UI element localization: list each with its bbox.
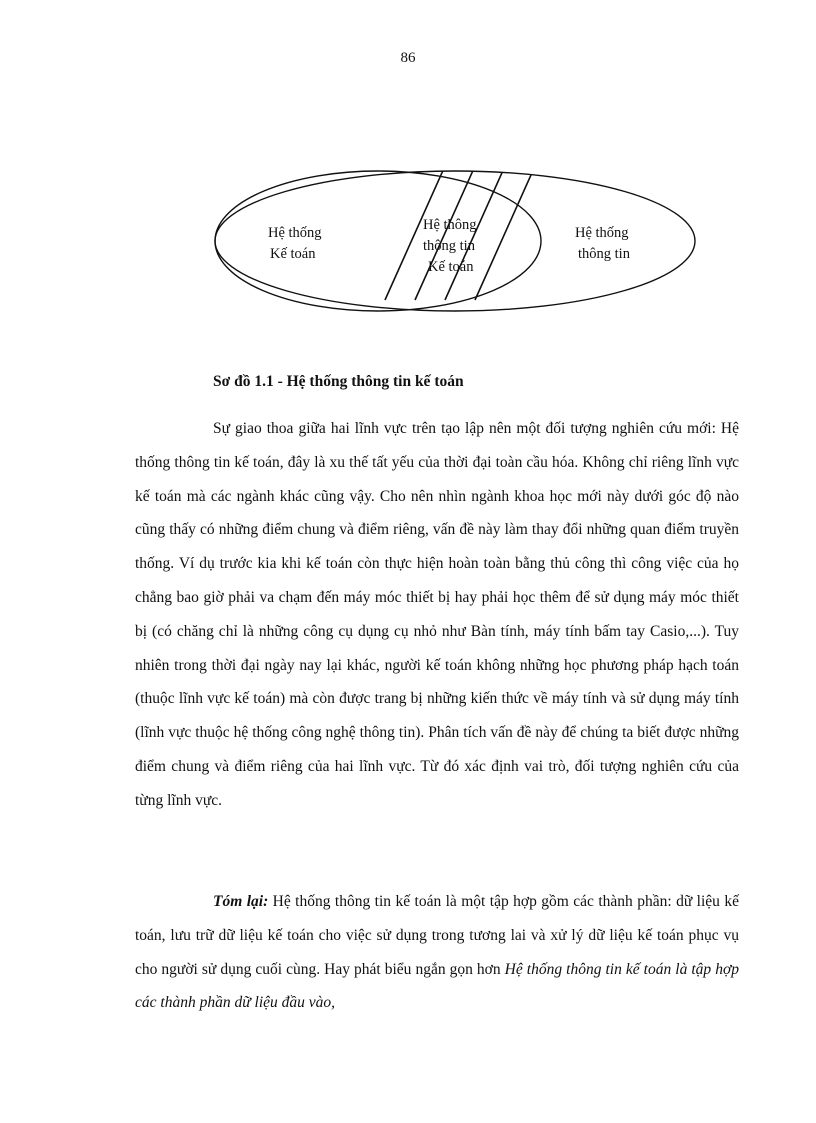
intersection-line-2: thông tin: [423, 238, 475, 254]
diagram-caption: Sơ đồ 1.1 - Hệ thống thông tin kế toán: [213, 373, 464, 390]
summary-text: Hệ thống thông tin kế toán là một tập hợp gồm các thành phần: dữ liệu kế toán, lưu trữ dữ liệu kế toán cho việc sử dụng trong tương lai và xử lý dữ liệu kế toán phục vụ cho người sử dụng cuối cùng. Hay phát biểu ngắn gọn hơn: [135, 893, 739, 978]
paragraph-2-text: [135, 885, 739, 1020]
paragraph-1-text: Sự giao thoa giữa hai lĩnh vực trên tạo lập nên một đối tượng nghiên cứu mới: Hệ thống thông tin kế toán, đây là xu thế tất yếu của thời đại toàn cầu hóa. Không chỉ riêng lĩnh vực kế toán mà các ngành khác cũng vậy. Cho nên nhìn ngành khoa học mới này dưới góc độ nào cũng thấy có những điểm chung và điểm riêng, vấn đề này làm thay đổi những quan điểm truyền thống. Ví dụ trước kia khi kế toán còn thực hiện hoàn toàn bằng thủ công thì công việc của họ chẳng bao giờ phải va chạm đến máy móc thiết bị hay phải học thêm để sử dụng máy móc thiết bị (có chăng chỉ là những công cụ dụng cụ nhỏ như Bàn tính, máy tính bấm tay Casio,...). Tuy nhiên trong thời đại ngày nay lại khác, người kế toán không những học phương pháp hạch toán (thuộc lĩnh vực kế toán) mà còn được trang bị những kiến thức về máy tính và sử dụng máy tính (lĩnh vực thuộc hệ thống công nghệ thông tin). Phân tích vấn đề này để chúng ta biết được những điểm chung và điểm riêng của hai lĩnh vực. Từ đó xác định vai trò, đối tượng nghiên cứu của từng lĩnh vực.: [135, 420, 739, 809]
page-number: 86: [400, 50, 416, 66]
left-circle-line-1: Hệ thống: [268, 225, 322, 241]
intersection-line-3: Kế toán: [428, 259, 474, 275]
left-ellipse: [215, 171, 541, 311]
summary-lead: Tóm lại:: [213, 893, 269, 910]
venn-diagram: [0, 0, 816, 340]
left-circle-line-2: Kế toán: [270, 246, 316, 262]
right-circle-line-2: thông tin: [578, 246, 630, 262]
body-paragraph-1: [135, 412, 739, 818]
intersection-line-1: Hệ thông: [423, 217, 477, 233]
summary-definition: Hệ thống thông tin kế toán là tập hợp các thành phần dữ liệu đầu vào,: [135, 960, 739, 1012]
right-circle-line-1: Hệ thống: [575, 225, 629, 241]
body-paragraph-2: [135, 885, 739, 1020]
